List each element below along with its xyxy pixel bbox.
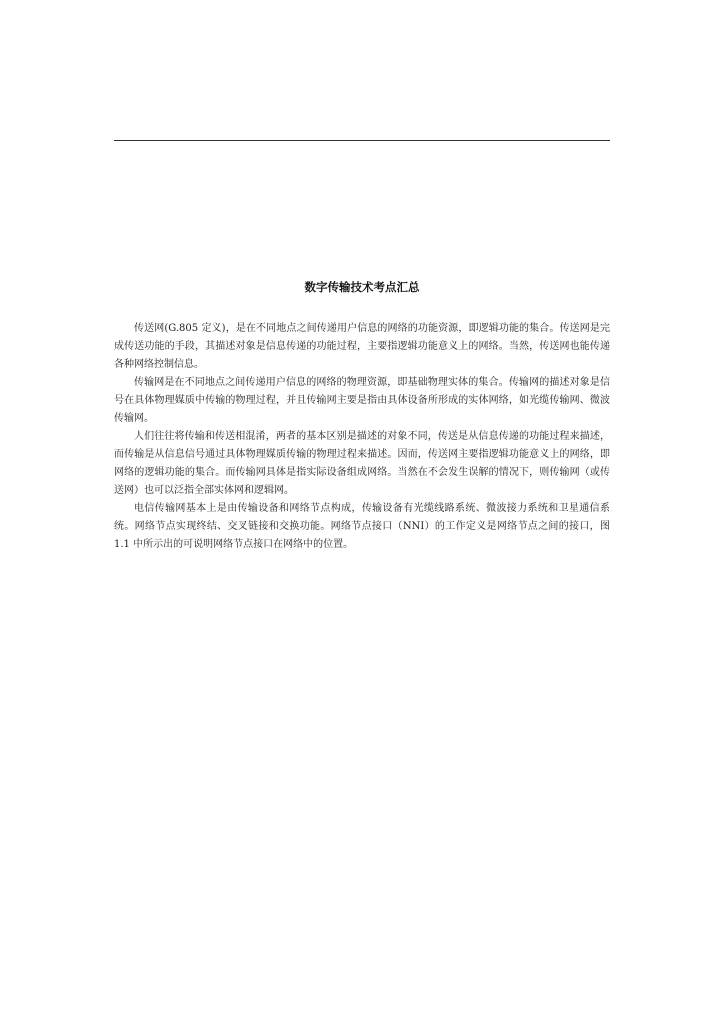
paragraph-transmission-network: 传输网是在不同地点之间传递用户信息的网络的物理资源，即基础物理实体的集合。传输网的描述对象是信号在具体物理媒质中传输的物理过程，并且传输网主要是指由具体设备所形成的实体网络，如光缆传输网、微波传输网。 — [114, 377, 610, 424]
paragraph-transport-network: 传送网(G.805 定义)，是在不同地点之间传递用户信息的网络的功能资源，即逻辑功能的集合。传送网是完成传送功能的手段，其描述对象是信息传递的功能过程，主要指逻辑功能意义上的网络。当然，传送网也能传递各种网络控制信息。 — [114, 323, 610, 370]
document-title: 数字传输技术考点汇总 — [304, 280, 420, 294]
header-rule — [114, 140, 610, 141]
paragraph-difference: 人们往往将传输和传送相混淆，两者的基本区别是描述的对象不同，传送是从信息传递的功能过程来描述，而传输是从信息信号通过具体物理媒质传输的物理过程来描述。因而，传送网主要指逻辑功能意义上的网络，即网络的逻辑功能的集合。而传输网具体是指实际设备组成网络。当然在不会发生误解的情况下，则传输网（或传送网）也可以泛指全部实体网和逻辑网。 — [114, 431, 610, 496]
paragraph-telecom-network: 电信传输网基本上是由传输设备和网络节点构成，传输设备有光缆线路系统、微波接力系统和卫星通信系统。网络节点实现终结、交叉链接和交换功能。网络节点接口（NNI）的工作定义是网络节点之间的接口，图 1.1 中所示出的可说明网络节点接口在网络中的位置。 — [114, 503, 610, 550]
document-body — [114, 320, 610, 554]
